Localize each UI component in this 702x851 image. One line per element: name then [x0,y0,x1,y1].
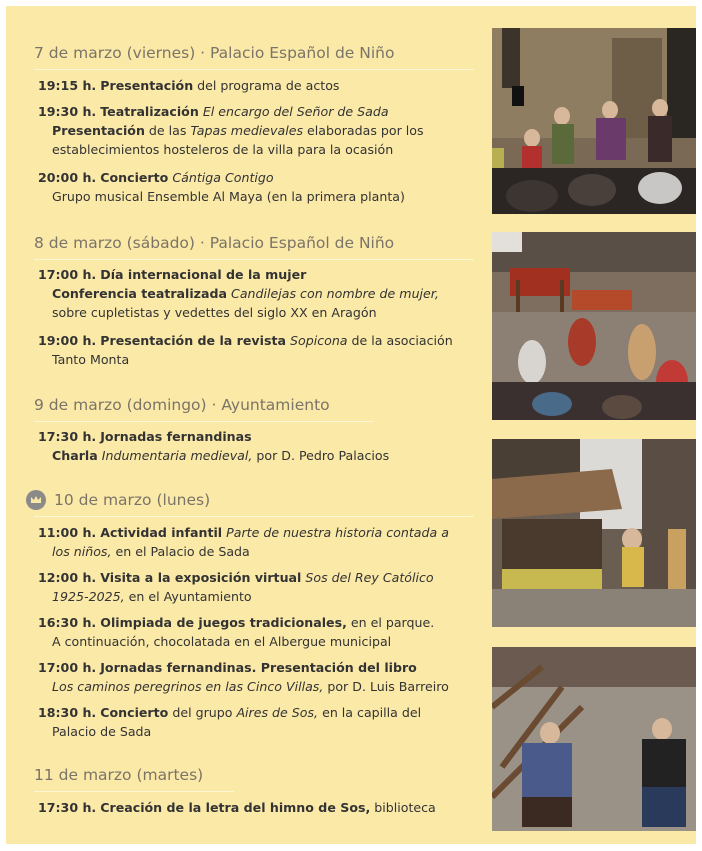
photo-costumed-crowd [492,232,696,420]
event-7-2000: 20:00 h. Concierto Cántiga Contigo Grupo musical Ensemble Al Maya (en la primera planta) [38,170,405,204]
program-text-column [6,6,490,844]
event-10-1700: 17:00 h. Jornadas fernandinas. Presentación del libro Los caminos peregrinos en las Cinco Villas, por D. Luis Barreiro [38,660,449,694]
event-7-1930: 19:30 h. Teatralización El encargo del Señor de Sada Presentación de las Tapas medievales elaboradas por los establecimientos hosteleros de la villa para la ocasión [38,104,424,157]
event-7-1915: 19:15 h. Presentación del programa de actos [38,78,340,93]
photo-traditional-games [492,647,696,831]
event-10-1100: 11:00 h. Actividad infantil Parte de nuestra historia contada a los niños, en el Palacio de Sada [38,525,449,559]
day-title-7-marzo: 7 de marzo (viernes) · Palacio Español de Niño [34,44,395,62]
event-8-1900: 19:00 h. Presentación de la revista Sopicona de la asociación Tanto Monta [38,333,453,367]
event-11-1730: 17:30 h. Creación de la letra del himno de Sos, biblioteca [38,800,436,815]
day-title-9-marzo: 9 de marzo (domingo) · Ayuntamiento [34,396,330,414]
day-separator [34,516,474,517]
day-separator [34,69,474,70]
day-title-8-marzo: 8 de marzo (sábado) · Palacio Español de Niño [34,234,395,252]
program-page [6,6,696,844]
day-title-11-marzo: 11 de marzo (martes) [34,766,204,784]
crown-icon [26,490,46,510]
event-10-1630: 16:30 h. Olimpiada de juegos tradicionales, en el parque. A continuación, chocolatada en el Albergue municipal [38,615,435,649]
day-title-10-marzo: 10 de marzo (lunes) [54,491,211,509]
day-separator [34,421,374,422]
event-10-1200: 12:00 h. Visita a la exposición virtual Sos del Rey Católico 1925-2025, en el Ayuntamiento [38,570,434,604]
event-8-1700: 17:00 h. Día internacional de la mujer Conferencia teatralizada Candilejas con nombre de mujer, sobre cupletistas y vedettes del siglo XX en Aragón [38,267,439,320]
day-separator [34,259,474,260]
event-10-1830: 18:30 h. Concierto del grupo Aires de Sos, en la capilla del Palacio de Sada [38,705,422,739]
day-separator [34,791,234,792]
photo-medieval-market [492,439,696,627]
photo-theatre-performance [492,28,696,214]
event-9-1730: 17:30 h. Jornadas fernandinas Charla Indumentaria medieval, por D. Pedro Palacios [38,429,390,463]
